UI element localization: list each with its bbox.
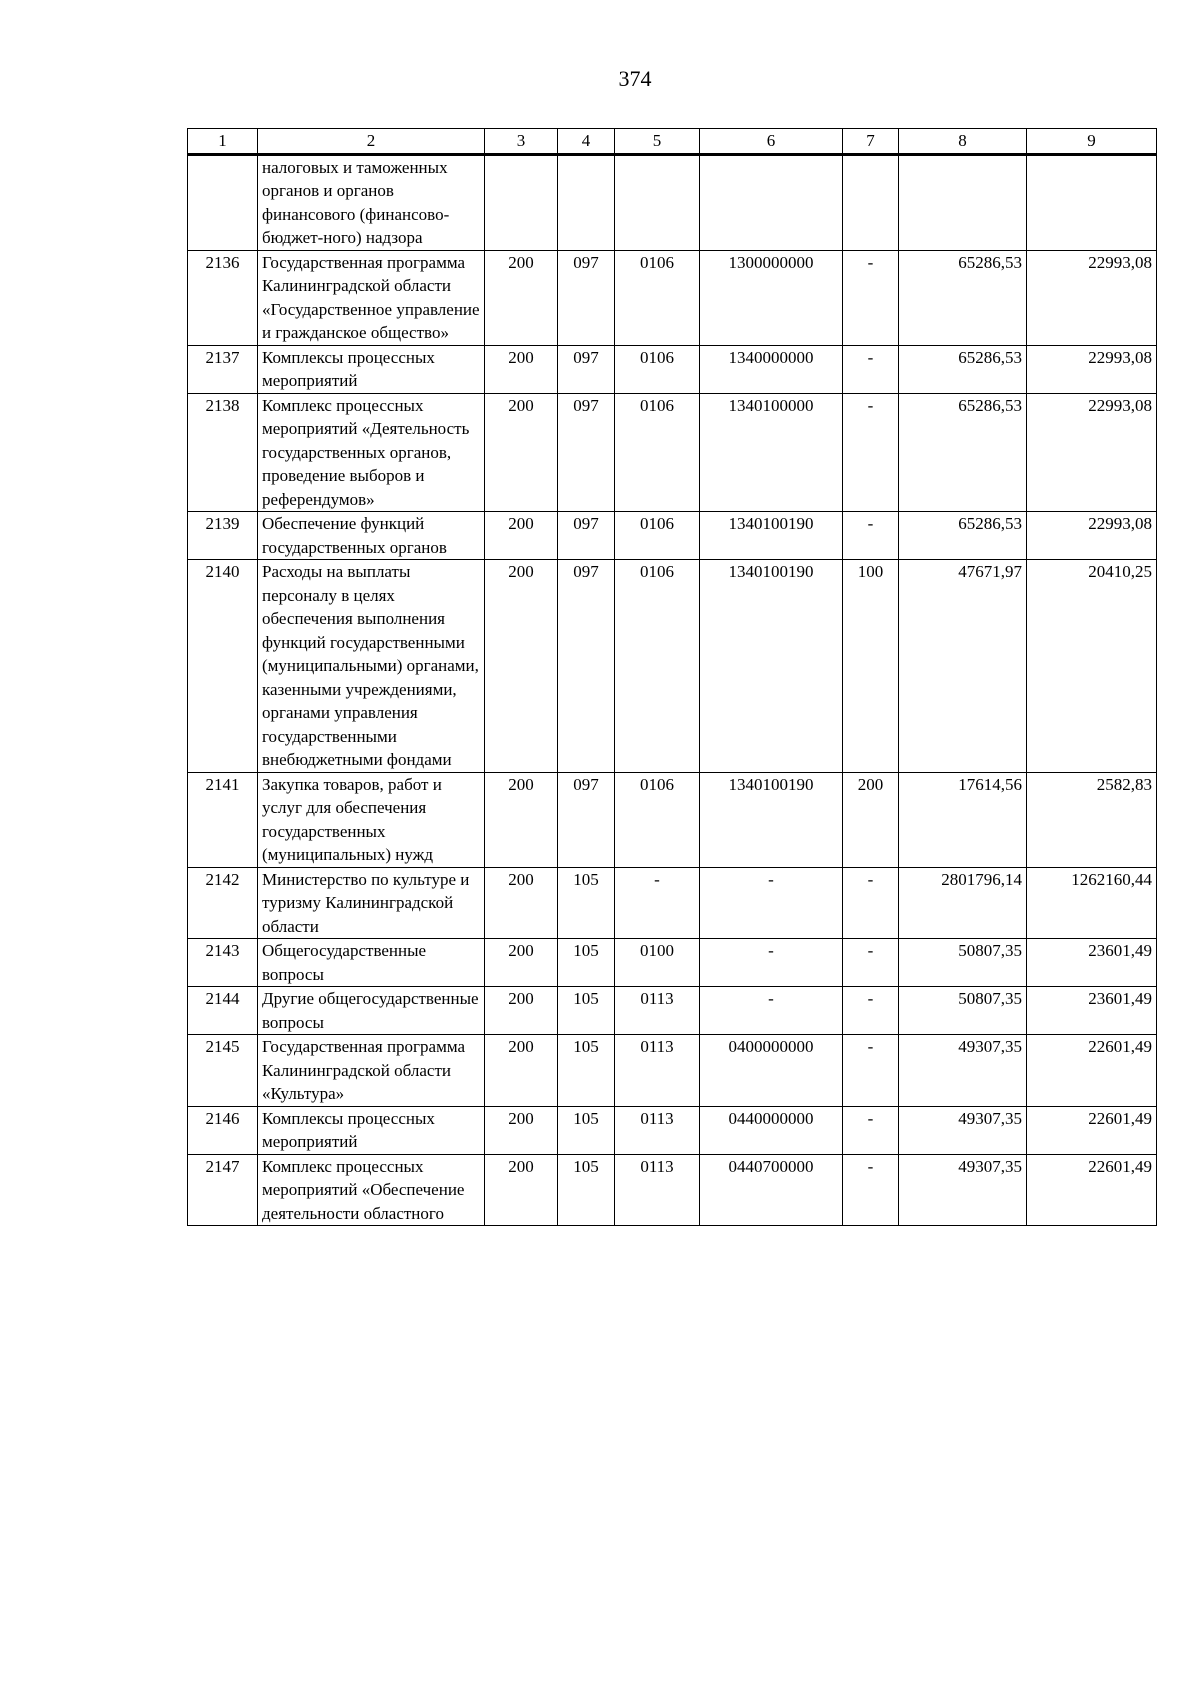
code-cell: - — [700, 987, 843, 1035]
row-number-cell: 2136 — [188, 250, 258, 345]
code-cell: 0106 — [615, 345, 700, 393]
code-cell: 105 — [558, 1035, 615, 1107]
description-cell: Министерство по культуре и туризму Калининградской области — [258, 867, 485, 939]
code-cell: 1340100190 — [700, 772, 843, 867]
amount-cell: 65286,53 — [899, 393, 1027, 512]
code-cell: 0100 — [615, 939, 700, 987]
description-cell: Расходы на выплаты персоналу в целях обеспечения выполнения функций государственными (муниципальными) органами, казенными учреждениями, органами управления государственными внебюджетными фондами — [258, 560, 485, 773]
row-number-cell: 2140 — [188, 560, 258, 773]
row-number-cell: 2147 — [188, 1154, 258, 1226]
row-number-cell: 2146 — [188, 1106, 258, 1154]
description-cell: Комплекс процессных мероприятий «Обеспечение деятельности областного — [258, 1154, 485, 1226]
code-cell: 200 — [485, 772, 558, 867]
code-cell: 200 — [485, 1154, 558, 1226]
table-row — [188, 250, 1157, 345]
code-cell: 0440000000 — [700, 1106, 843, 1154]
code-cell: 0113 — [615, 1154, 700, 1226]
code-cell: - — [700, 939, 843, 987]
description-cell: Комплекс процессных мероприятий «Деятельность государственных органов, проведение выборов и референдумов» — [258, 393, 485, 512]
amount-cell: 49307,35 — [899, 1035, 1027, 1107]
code-cell: - — [843, 1106, 899, 1154]
code-cell: - — [843, 939, 899, 987]
code-cell: 200 — [485, 867, 558, 939]
code-cell: 0106 — [615, 512, 700, 560]
table-row — [188, 939, 1157, 987]
code-cell: 200 — [485, 393, 558, 512]
description-cell: Государственная программа Калининградской области «Государственное управление и гражданское общество» — [258, 250, 485, 345]
code-cell: 105 — [558, 1106, 615, 1154]
code-cell: 097 — [558, 560, 615, 773]
row-number-cell — [188, 154, 258, 250]
column-header: 4 — [558, 129, 615, 155]
amount-cell: 23601,49 — [1027, 939, 1157, 987]
table-row — [188, 154, 1157, 250]
column-header: 5 — [615, 129, 700, 155]
code-cell: - — [843, 393, 899, 512]
code-cell: 200 — [485, 1106, 558, 1154]
code-cell: 200 — [843, 772, 899, 867]
code-cell: 097 — [558, 512, 615, 560]
code-cell: 200 — [485, 345, 558, 393]
table-row — [188, 393, 1157, 512]
amount-cell: 2801796,14 — [899, 867, 1027, 939]
code-cell: - — [843, 987, 899, 1035]
code-cell — [615, 154, 700, 250]
description-cell: Обеспечение функций государственных органов — [258, 512, 485, 560]
description-cell: Общегосударственные вопросы — [258, 939, 485, 987]
description-cell: налоговых и таможенных органов и органов финансового (финансово-бюджет-ного) надзора — [258, 154, 485, 250]
code-cell: 200 — [485, 1035, 558, 1107]
row-number-cell: 2144 — [188, 987, 258, 1035]
table-row — [188, 1154, 1157, 1226]
amount-cell: 22601,49 — [1027, 1154, 1157, 1226]
column-header: 6 — [700, 129, 843, 155]
column-header: 3 — [485, 129, 558, 155]
table-row — [188, 772, 1157, 867]
code-cell: 0113 — [615, 1106, 700, 1154]
table-body — [188, 154, 1157, 1226]
code-cell: 0106 — [615, 772, 700, 867]
code-cell: 1300000000 — [700, 250, 843, 345]
amount-cell: 2582,83 — [1027, 772, 1157, 867]
code-cell: 200 — [485, 512, 558, 560]
code-cell: 105 — [558, 987, 615, 1035]
amount-cell: 23601,49 — [1027, 987, 1157, 1035]
amount-cell: 22993,08 — [1027, 512, 1157, 560]
table-row — [188, 867, 1157, 939]
code-cell: 0400000000 — [700, 1035, 843, 1107]
code-cell: - — [843, 345, 899, 393]
code-cell: - — [843, 250, 899, 345]
column-header: 8 — [899, 129, 1027, 155]
column-number-row — [188, 129, 1157, 155]
code-cell: 1340100190 — [700, 512, 843, 560]
code-cell: 0106 — [615, 393, 700, 512]
code-cell: - — [843, 1154, 899, 1226]
amount-cell: 1262160,44 — [1027, 867, 1157, 939]
amount-cell — [1027, 154, 1157, 250]
code-cell: 105 — [558, 939, 615, 987]
table-row — [188, 560, 1157, 773]
column-header: 9 — [1027, 129, 1157, 155]
description-cell: Другие общегосударственные вопросы — [258, 987, 485, 1035]
amount-cell: 65286,53 — [899, 250, 1027, 345]
code-cell: 200 — [485, 987, 558, 1035]
code-cell: 097 — [558, 250, 615, 345]
amount-cell: 65286,53 — [899, 345, 1027, 393]
description-cell: Государственная программа Калининградской области «Культура» — [258, 1035, 485, 1107]
code-cell: 097 — [558, 772, 615, 867]
budget-table — [187, 128, 1157, 1226]
amount-cell: 22993,08 — [1027, 250, 1157, 345]
code-cell: 0113 — [615, 987, 700, 1035]
code-cell: - — [843, 512, 899, 560]
description-cell: Закупка товаров, работ и услуг для обеспечения государственных (муниципальных) нужд — [258, 772, 485, 867]
table-row — [188, 1106, 1157, 1154]
amount-cell: 17614,56 — [899, 772, 1027, 867]
code-cell: 105 — [558, 867, 615, 939]
row-number-cell: 2138 — [188, 393, 258, 512]
code-cell — [558, 154, 615, 250]
amount-cell: 65286,53 — [899, 512, 1027, 560]
page-number: 374 — [618, 66, 652, 91]
row-number-cell: 2137 — [188, 345, 258, 393]
amount-cell: 49307,35 — [899, 1106, 1027, 1154]
code-cell: 105 — [558, 1154, 615, 1226]
amount-cell: 49307,35 — [899, 1154, 1027, 1226]
code-cell: 097 — [558, 393, 615, 512]
row-number-cell: 2141 — [188, 772, 258, 867]
amount-cell: 22601,49 — [1027, 1035, 1157, 1107]
code-cell: 097 — [558, 345, 615, 393]
code-cell: 200 — [485, 560, 558, 773]
code-cell: - — [843, 867, 899, 939]
amount-cell: 22993,08 — [1027, 393, 1157, 512]
row-number-cell: 2143 — [188, 939, 258, 987]
table-row — [188, 512, 1157, 560]
code-cell — [843, 154, 899, 250]
code-cell: - — [700, 867, 843, 939]
column-header: 2 — [258, 129, 485, 155]
code-cell: 200 — [485, 250, 558, 345]
column-header: 1 — [188, 129, 258, 155]
description-cell: Комплексы процессных мероприятий — [258, 345, 485, 393]
amount-cell: 20410,25 — [1027, 560, 1157, 773]
table-row — [188, 1035, 1157, 1107]
code-cell — [485, 154, 558, 250]
amount-cell: 47671,97 — [899, 560, 1027, 773]
amount-cell — [899, 154, 1027, 250]
code-cell: 0106 — [615, 560, 700, 773]
amount-cell: 22993,08 — [1027, 345, 1157, 393]
row-number-cell: 2139 — [188, 512, 258, 560]
code-cell: 0440700000 — [700, 1154, 843, 1226]
code-cell: 0113 — [615, 1035, 700, 1107]
code-cell: 1340100190 — [700, 560, 843, 773]
code-cell — [700, 154, 843, 250]
column-header: 7 — [843, 129, 899, 155]
code-cell: 1340000000 — [700, 345, 843, 393]
row-number-cell: 2142 — [188, 867, 258, 939]
row-number-cell: 2145 — [188, 1035, 258, 1107]
amount-cell: 22601,49 — [1027, 1106, 1157, 1154]
code-cell: - — [615, 867, 700, 939]
description-cell: Комплексы процессных мероприятий — [258, 1106, 485, 1154]
code-cell: - — [843, 1035, 899, 1107]
amount-cell: 50807,35 — [899, 987, 1027, 1035]
amount-cell: 50807,35 — [899, 939, 1027, 987]
table-row — [188, 987, 1157, 1035]
code-cell: 0106 — [615, 250, 700, 345]
table-row — [188, 345, 1157, 393]
code-cell: 200 — [485, 939, 558, 987]
code-cell: 1340100000 — [700, 393, 843, 512]
code-cell: 100 — [843, 560, 899, 773]
